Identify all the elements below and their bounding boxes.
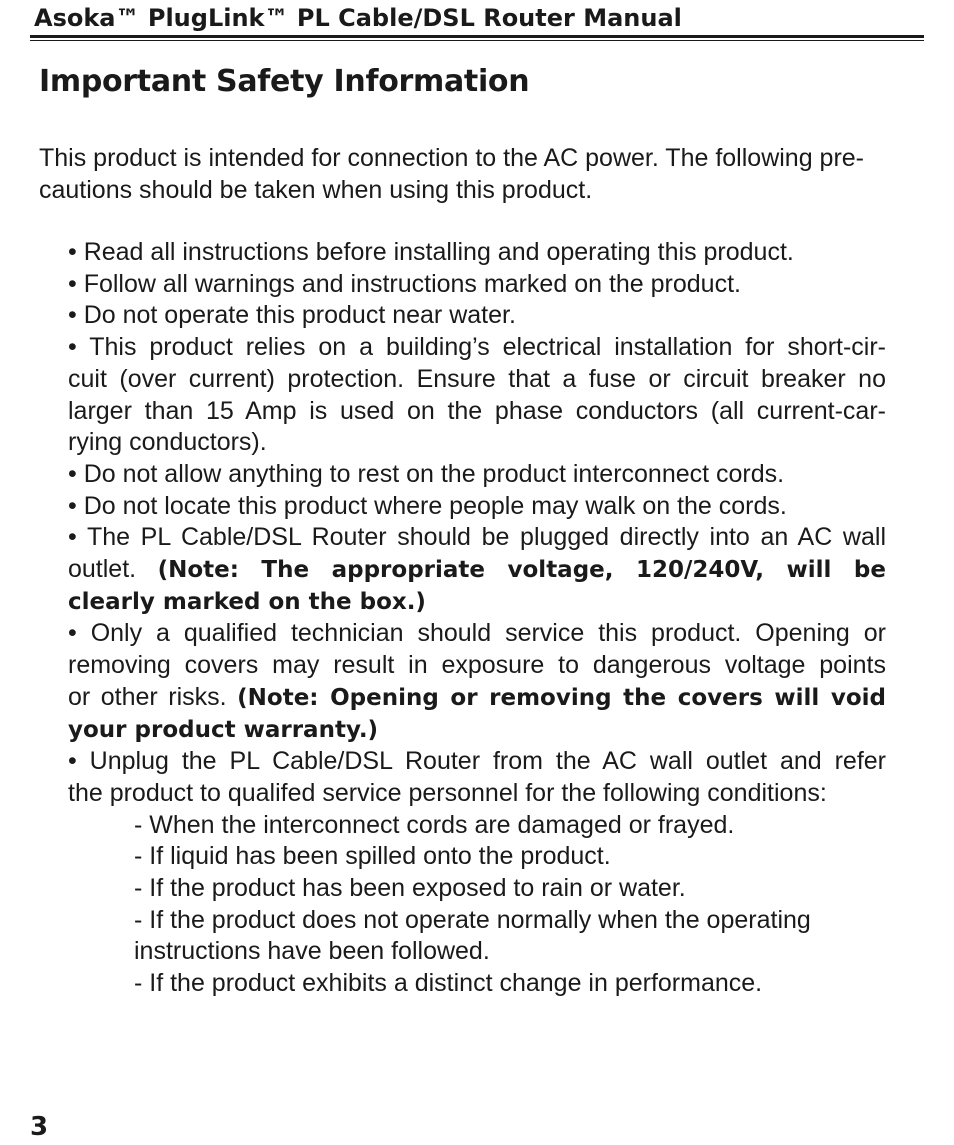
list-item-text: or other risks.	[68, 682, 227, 711]
list-item-continued	[68, 554, 886, 587]
list-item: • This product relies on a building’s electrical installation for short-cir-	[68, 333, 886, 362]
page-title: Important Safety Information	[39, 64, 530, 99]
condition-item: - If liquid has been spilled onto the product.	[134, 842, 611, 871]
list-item-continued	[68, 682, 886, 715]
list-item: • Do not allow anything to rest on the product interconnect cords.	[68, 459, 785, 488]
header-rule-thin	[30, 40, 924, 41]
page-number: 3	[30, 1112, 49, 1142]
intro-line: This product is intended for connection to the AC power. The following pre-	[39, 144, 865, 172]
condition-item: - When the interconnect cords are damaged or frayed.	[134, 810, 735, 839]
running-header: Asoka™ PlugLink™ PL Cable/DSL Router Manual	[34, 4, 682, 32]
list-item: • Read all instructions before installing and operating this product.	[68, 238, 794, 266]
list-item: • Do not operate this product near water.	[68, 301, 516, 330]
header-rule	[30, 35, 924, 38]
intro-line: cautions should be taken when using this product.	[39, 176, 593, 204]
voltage-note: (Note: The appropriate voltage, 120/240V, will be	[157, 557, 886, 584]
list-item-text: outlet.	[68, 555, 137, 584]
condition-item: - If the product does not operate normally when the operating	[134, 905, 811, 934]
safety-list	[68, 237, 886, 1000]
list-item: • Follow all warnings and instructions marked on the product.	[68, 269, 741, 298]
list-item: • Do not locate this product where people may walk on the cords.	[68, 491, 787, 520]
list-item: • The PL Cable/DSL Router should be plugged directly into an AC wall	[68, 523, 886, 552]
list-item-continued: cuit (over current) protection. Ensure that a fuse or circuit breaker no	[68, 364, 886, 393]
list-item: • Unplug the PL Cable/DSL Router from the AC wall outlet and refer	[68, 747, 886, 776]
condition-item-continued: instructions have been followed.	[134, 937, 490, 966]
list-item-continued: the product to qualifed service personnel for the following conditions:	[68, 778, 827, 807]
warranty-note-continued: your product warranty.)	[68, 716, 379, 743]
intro-paragraph	[39, 142, 919, 206]
list-item: • Only a qualified technician should service this product. Opening or	[68, 619, 886, 648]
condition-item: - If the product exhibits a distinct change in performance.	[134, 969, 763, 998]
list-item-continued: rying conductors).	[68, 428, 267, 457]
condition-item: - If the product has been exposed to rain or water.	[134, 874, 686, 903]
warranty-note: (Note: Opening or removing the covers will void	[237, 684, 886, 711]
list-item-continued: removing covers may result in exposure to dangerous voltage points	[68, 651, 886, 680]
voltage-note-continued: clearly marked on the box.)	[68, 588, 426, 615]
list-item-continued: larger than 15 Amp is used on the phase conductors (all current-car-	[68, 396, 886, 425]
